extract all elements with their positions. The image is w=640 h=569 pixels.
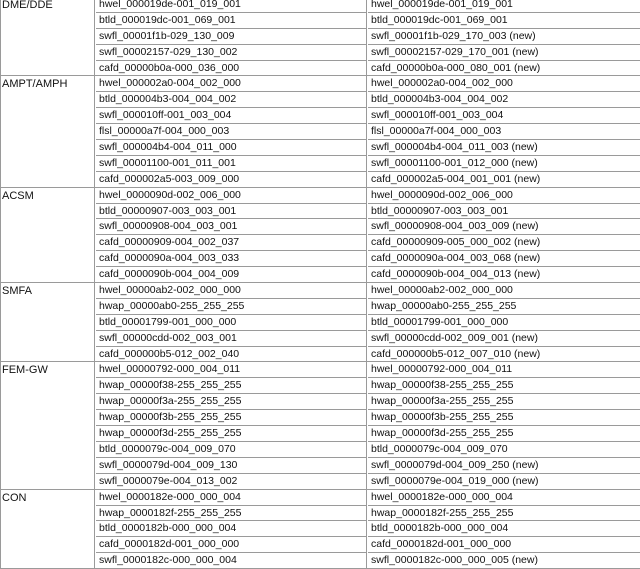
version-entry: hwap_00000f3b-255_255_255 <box>96 410 366 426</box>
version-entry: swfl_00002157-029_130_002 <box>96 45 366 61</box>
version-entry: swfl_0000079d-004_009_250 (new) <box>368 458 640 474</box>
current-versions-cell <box>95 187 367 282</box>
ecu-name-cell: AMPT/AMPH <box>1 76 95 187</box>
version-entry: btld_00001799-001_000_000 <box>96 315 366 331</box>
version-entry: swfl_000004b4-004_011_000 <box>96 140 366 156</box>
version-entry: cafd_000000b5-012_007_010 (new) <box>368 347 640 362</box>
version-entry: cafd_000002a5-004_001_001 (new) <box>368 172 640 187</box>
version-entry: hwel_000002a0-004_002_000 <box>96 76 366 92</box>
version-entry: swfl_00000908-004_003_001 <box>96 219 366 235</box>
version-entry: hwap_00000f3a-255_255_255 <box>368 394 640 410</box>
version-entry: hwel_0000090d-002_006_000 <box>96 188 366 204</box>
table-row <box>1 76 640 187</box>
version-entry: swfl_00002157-029_170_001 (new) <box>368 45 640 61</box>
version-entry: hwap_00000f3d-255_255_255 <box>368 426 640 442</box>
table-row <box>1 489 640 568</box>
updated-versions-cell <box>367 0 640 76</box>
version-entry: btld_00000907-003_003_001 <box>96 204 366 220</box>
version-entry: btld_00001799-001_000_000 <box>368 315 640 331</box>
version-entry: hwap_0000182f-255_255_255 <box>96 506 366 522</box>
version-entry: hwel_000002a0-004_002_000 <box>368 76 640 92</box>
version-entry: cafd_0000182d-001_000_000 <box>96 537 366 553</box>
version-entry: hwap_00000ab0-255_255_255 <box>368 299 640 315</box>
updated-versions-cell <box>367 489 640 568</box>
current-versions-cell <box>95 76 367 187</box>
version-entry: hwap_00000f3d-255_255_255 <box>96 426 366 442</box>
ecu-name-cell: DME/DDE <box>1 0 95 76</box>
version-entry: swfl_0000182c-000_000_004 <box>96 553 366 568</box>
version-entry: swfl_00000cdd-002_009_001 (new) <box>368 331 640 347</box>
current-versions-cell <box>95 0 367 76</box>
version-entry: hwap_00000f3b-255_255_255 <box>368 410 640 426</box>
version-entry: cafd_00000b0a-000_080_001 (new) <box>368 61 640 76</box>
ecu-name-cell: SMFA <box>1 283 95 362</box>
version-entry: swfl_00001100-001_012_000 (new) <box>368 156 640 172</box>
ecu-name-cell: CON <box>1 489 95 568</box>
version-entry: cafd_000002a5-003_009_000 <box>96 172 366 187</box>
version-entry: cafd_0000090b-004_004_013 (new) <box>368 267 640 282</box>
version-entry: cafd_00000909-004_002_037 <box>96 235 366 251</box>
version-entry: hwel_000019de-001_019_001 <box>368 0 640 13</box>
version-entry: swfl_000010ff-001_003_004 <box>368 108 640 124</box>
current-versions-cell <box>95 283 367 362</box>
updated-versions-cell <box>367 187 640 282</box>
version-entry: btld_000004b3-004_004_002 <box>96 92 366 108</box>
version-entry: hwel_00000ab2-002_000_000 <box>368 283 640 299</box>
version-entry: hwap_00000ab0-255_255_255 <box>96 299 366 315</box>
version-entry: flsl_00000a7f-004_000_003 <box>96 124 366 140</box>
version-entry: btld_000019dc-001_069_001 <box>96 13 366 29</box>
table-row <box>1 283 640 362</box>
version-entry: cafd_000000b5-012_002_040 <box>96 347 366 362</box>
version-entry: swfl_00000cdd-002_003_001 <box>96 331 366 347</box>
version-entry: cafd_0000090a-004_003_068 (new) <box>368 251 640 267</box>
version-entry: hwap_0000182f-255_255_255 <box>368 506 640 522</box>
version-entry: hwap_00000f38-255_255_255 <box>368 378 640 394</box>
version-entry: hwel_00000792-000_004_011 <box>96 362 366 378</box>
ecu-name-cell: FEM-GW <box>1 362 95 489</box>
updated-versions-cell <box>367 362 640 489</box>
updated-versions-cell <box>367 76 640 187</box>
version-entry: hwel_0000182e-000_000_004 <box>368 490 640 506</box>
version-entry: hwel_0000090d-002_006_000 <box>368 188 640 204</box>
version-entry: swfl_0000079d-004_009_130 <box>96 458 366 474</box>
version-entry: swfl_00001f1b-029_170_003 (new) <box>368 29 640 45</box>
version-entry: hwel_000019de-001_019_001 <box>96 0 366 13</box>
version-entry: swfl_0000079e-004_013_002 <box>96 474 366 489</box>
version-entry: btld_0000182b-000_000_004 <box>96 521 366 537</box>
version-entry: swfl_0000079e-004_019_000 (new) <box>368 474 640 489</box>
version-entry: btld_0000182b-000_000_004 <box>368 521 640 537</box>
version-entry: swfl_0000182c-000_000_005 (new) <box>368 553 640 568</box>
version-entry: cafd_00000b0a-000_036_000 <box>96 61 366 76</box>
version-entry: btld_000004b3-004_004_002 <box>368 92 640 108</box>
version-entry: hwap_00000f3a-255_255_255 <box>96 394 366 410</box>
version-entry: cafd_0000182d-001_000_000 <box>368 537 640 553</box>
version-entry: hwel_0000182e-000_000_004 <box>96 490 366 506</box>
version-entry: swfl_000004b4-004_011_003 (new) <box>368 140 640 156</box>
version-entry: cafd_0000090a-004_003_033 <box>96 251 366 267</box>
version-entry: btld_0000079c-004_009_070 <box>96 442 366 458</box>
table-row <box>1 0 640 76</box>
version-entry: flsl_00000a7f-004_000_003 <box>368 124 640 140</box>
version-entry: btld_0000079c-004_009_070 <box>368 442 640 458</box>
version-entry: btld_00000907-003_003_001 <box>368 204 640 220</box>
version-entry: hwel_00000ab2-002_000_000 <box>96 283 366 299</box>
current-versions-cell <box>95 362 367 489</box>
version-entry: hwel_00000792-000_004_011 <box>368 362 640 378</box>
version-entry: cafd_0000090b-004_004_009 <box>96 267 366 282</box>
ecu-name-cell: ACSM <box>1 187 95 282</box>
current-versions-cell <box>95 489 367 568</box>
version-entry: swfl_00001100-001_011_001 <box>96 156 366 172</box>
table-row <box>1 187 640 282</box>
version-entry: swfl_00000908-004_003_009 (new) <box>368 219 640 235</box>
table-row <box>1 362 640 489</box>
updated-versions-cell <box>367 283 640 362</box>
version-entry: btld_000019dc-001_069_001 <box>368 13 640 29</box>
version-entry: swfl_00001f1b-029_130_009 <box>96 29 366 45</box>
version-entry: cafd_00000909-005_000_002 (new) <box>368 235 640 251</box>
version-entry: swfl_000010ff-001_003_004 <box>96 108 366 124</box>
version-entry: hwap_00000f38-255_255_255 <box>96 378 366 394</box>
